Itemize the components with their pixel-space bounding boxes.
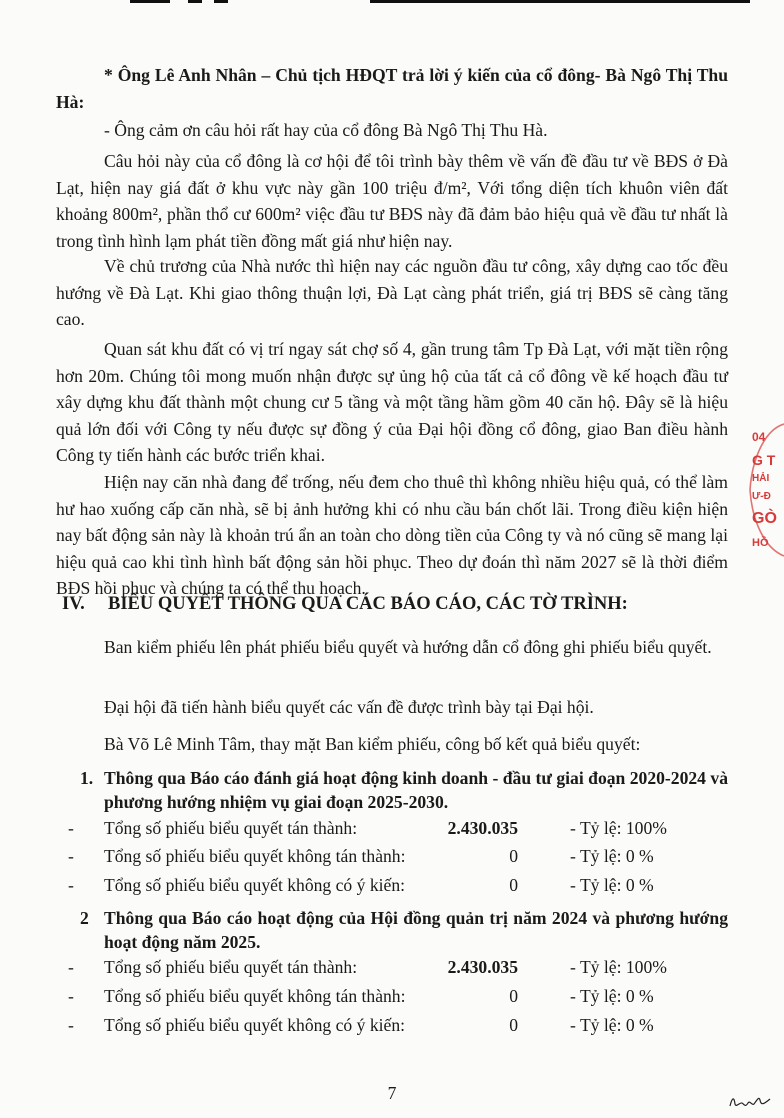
vote-row: [56, 986, 728, 1012]
section-paragraph: Đại hội đã tiến hành biểu quyết các vấn đề được trình bày tại Đại hội.: [104, 697, 594, 717]
vote-label: Tổng số phiếu biểu quyết không có ý kiến:: [104, 1015, 406, 1035]
vote-rate: - Tỷ lệ: 0 %: [570, 846, 654, 866]
section-paragraph: Bà Võ Lê Minh Tâm, thay mặt Ban kiểm phiếu, công bố kết quả biểu quyết:: [104, 734, 641, 754]
top-edge-mark: [188, 0, 202, 3]
page-number: 7: [387, 1083, 397, 1103]
section-number: IV.: [62, 594, 85, 614]
vote-row: [56, 818, 728, 844]
vote-label: Tổng số phiếu biểu quyết không có ý kiến:: [104, 875, 406, 895]
vote-rate: - Tỷ lệ: 0 %: [570, 875, 654, 895]
signature: [726, 1090, 774, 1112]
seal-fragment: HẢI: [752, 473, 770, 484]
reply-paragraph: Quan sát khu đất có vị trí ngay sát chợ số 4, gần trung tâm Tp Đà Lạt, với mặt tiền rộng hơn 20m. Chúng tôi mong muốn nhận được sự ủng hộ của tất cả cổ đông về kế hoạch đầu tư xây dựng khu đất thành một chung cư 5 tầng và một tầng hầm gồm 40 căn hộ. Đây sẽ là hiệu quả lớn đối với Công ty nếu được sự đồng ý của Đại hội đồng cổ đông, giao Ban điều hành Công ty tiến hành các bước triển khai.: [56, 339, 728, 465]
vote-label: Tổng số phiếu biểu quyết không tán thành:: [104, 846, 406, 866]
item-number: 1.: [80, 768, 94, 788]
reply-paragraph: Câu hỏi này của cổ đông là cơ hội để tôi trình bày thêm về vấn đề đầu tư về BĐS ở Đà Lạt, hiện nay giá đất ở khu vực này gần 100 triệu đ/m², Với tổng diện tích khuôn viên đất khoảng 800m², phần thổ cư 600m² việc đầu tư BĐS này đã đảm bảo hiệu quả về đầu tư nhất là trong tình hình lạm phát tiền đồng mất giá như hiện nay.: [56, 151, 728, 251]
vote-row: [56, 1015, 728, 1041]
item-title-text: Thông qua Báo cáo đánh giá hoạt động kinh doanh - đầu tư giai đoạn 2020-2024 và phương hướng nhiệm vụ giai đoạn 2025-2030.: [104, 768, 728, 812]
seal-fragment: G T: [752, 452, 776, 468]
vote-count: 0: [509, 986, 518, 1006]
reply-paragraph: Về chủ trương của Nhà nước thì hiện nay các nguồn đầu tư công, xây dựng cao tốc đều hướng về Đà Lạt. Khi giao thông thuận lợi, Đà Lạt càng phát triển, giá trị BĐS sẽ càng tăng cao.: [56, 256, 728, 329]
vote-count: 2.430.035: [447, 818, 518, 838]
reply-paragraph: - Ông cảm ơn câu hỏi rất hay của cổ đông Bà Ngô Thị Thu Hà.: [104, 120, 548, 140]
seal-ring: [742, 420, 784, 560]
vote-label: Tổng số phiếu biểu quyết tán thành:: [104, 818, 358, 838]
vote-row: [56, 846, 728, 872]
top-edge-mark: [130, 0, 170, 3]
section-heading: [62, 594, 628, 615]
vote-count: 0: [509, 846, 518, 866]
vote-count: 2.430.035: [447, 957, 518, 977]
vote-label: Tổng số phiếu biểu quyết tán thành:: [104, 957, 358, 977]
section-title: BIỂU QUYẾT THÔNG QUA CÁC BÁO CÁO, CÁC TỜ TRÌNH:: [108, 594, 628, 614]
vote-rate: - Tỷ lệ: 100%: [570, 818, 667, 838]
vote-rate: - Tỷ lệ: 0 %: [570, 986, 654, 1006]
dash: -: [68, 846, 74, 866]
dash: -: [68, 986, 74, 1006]
dash: -: [68, 875, 74, 895]
vote-row: [56, 875, 728, 901]
seal-fragment: 04: [752, 430, 766, 444]
vote-rate: - Tỷ lệ: 0 %: [570, 1015, 654, 1035]
reply-paragraph: Hiện nay căn nhà đang để trống, nếu đem cho thuê thì không nhiều hiệu quả, có thể làm hư hao xuống cấp căn nhà, sẽ bị ảnh hưởng khi có nhu cầu bán chốt lãi. Trong điều kiện hiện nay bất động sản này là khoản trú ẩn an toàn cho dòng tiền của Công ty và nó cũng sẽ mang lại hiệu quả cao khi tình hình bất động sản hồi phục. Theo dự đoán thì năm 2027 sẽ là thời điểm BĐS hồi phục và chúng ta có thể thu hoạch.: [56, 472, 728, 598]
vote-label: Tổng số phiếu biểu quyết không tán thành:: [104, 986, 406, 1006]
seal-fragment: HỒ: [752, 537, 769, 549]
dash: -: [68, 957, 74, 977]
item-number: 2: [80, 908, 89, 928]
item-title-text: Thông qua Báo cáo hoạt động của Hội đồng quản trị năm 2024 và phương hướng hoạt động năm 2025.: [104, 908, 728, 952]
reply-heading: * Ông Lê Anh Nhân – Chủ tịch HĐQT trả lời ý kiến của cổ đông- Bà Ngô Thị Thu Hà:: [56, 65, 728, 112]
seal-fragment: Ư-Đ: [752, 491, 771, 502]
dash: -: [68, 1015, 74, 1035]
resolution-item-title: [80, 766, 728, 814]
top-edge-mark: [370, 0, 750, 3]
vote-count: 0: [509, 1015, 518, 1035]
vote-row: [56, 957, 728, 983]
resolution-item-title: [80, 906, 728, 954]
seal-fragment: GÒ: [752, 510, 777, 527]
dash: -: [68, 818, 74, 838]
vote-count: 0: [509, 875, 518, 895]
vote-rate: - Tỷ lệ: 100%: [570, 957, 667, 977]
section-paragraph: Ban kiểm phiếu lên phát phiếu biểu quyết và hướng dẫn cổ đông ghi phiếu biểu quyết.: [104, 637, 712, 657]
top-edge-mark: [214, 0, 228, 3]
